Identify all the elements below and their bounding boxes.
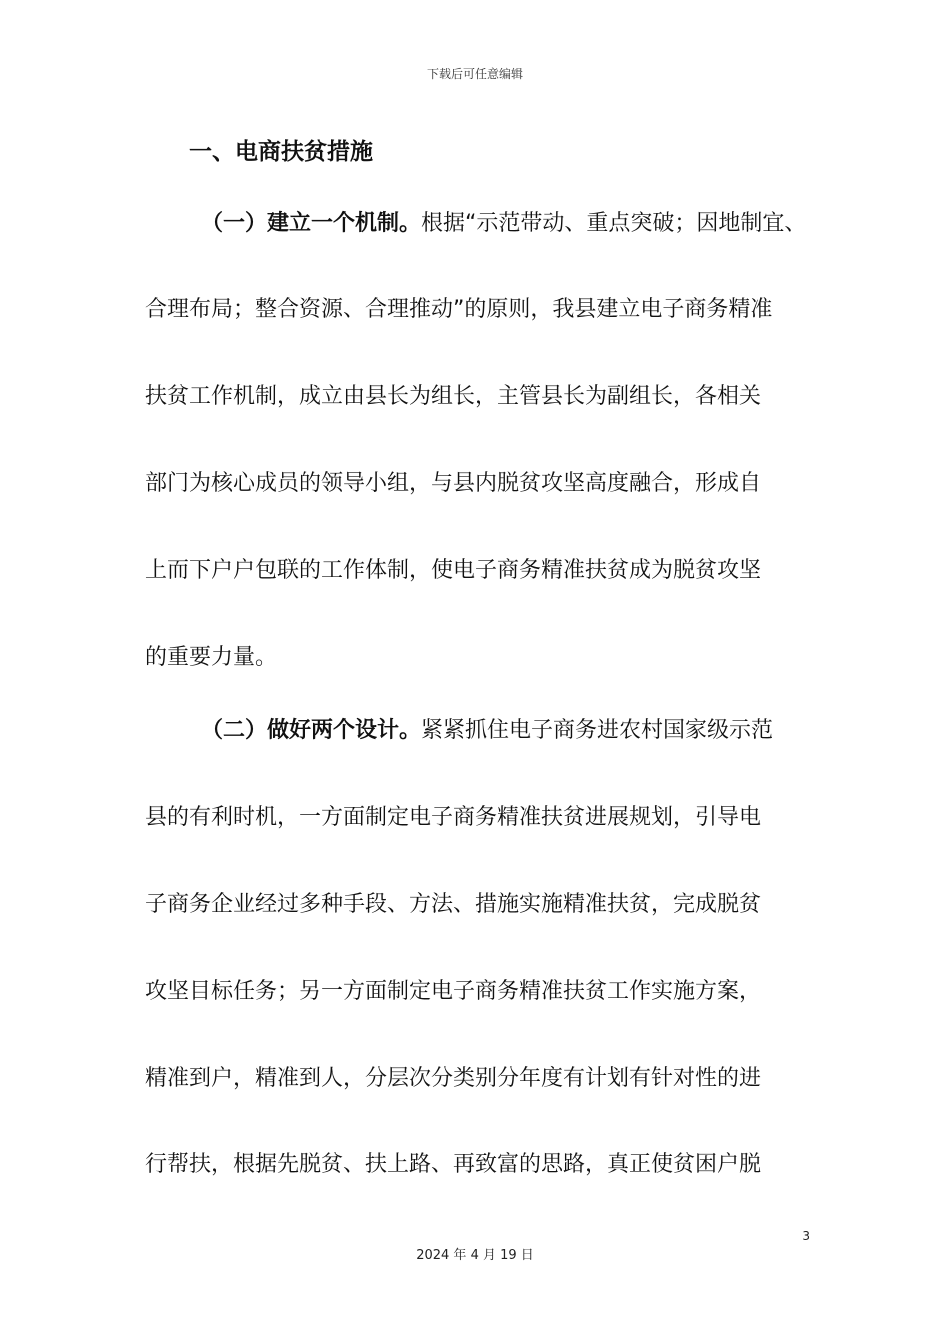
footer-date: 2024 年 4 月 19 日 <box>416 1248 534 1263</box>
paragraph-2-lead: （二）做好两个设计。 <box>201 718 422 743</box>
paragraph-2-line-6: 行帮扶，根据先脱贫、扶上路、再致富的思路，真正使贫困户脱 <box>145 1152 762 1177</box>
paragraph-1-line-3: 扶贫工作机制，成立由县长为组长，主管县长为副组长，各相关 <box>145 384 762 409</box>
paragraph-2-line-1 <box>201 713 773 749</box>
paragraph-1-line-2: 合理布局；整合资源、合理推动”的原则，我县建立电子商务精准 <box>145 297 773 322</box>
page-number: 3 <box>802 1229 810 1243</box>
paragraph-1-text: 根据“示范带动、重点突破；因地制宜、 <box>421 211 807 236</box>
section-heading: 一、电商扶贫措施 <box>189 139 373 165</box>
paragraph-1-line-1 <box>201 206 806 242</box>
paragraph-2-line-2: 县的有利时机，一方面制定电子商务精准扶贫进展规划，引导电 <box>145 805 762 830</box>
paragraph-1-line-5: 上而下户户包联的工作体制，使电子商务精准扶贫成为脱贫攻坚 <box>145 558 762 583</box>
paragraph-1-line-6: 的重要力量。 <box>145 645 278 670</box>
paragraph-1-line-4: 部门为核心成员的领导小组，与县内脱贫攻坚高度融合，形成自 <box>145 471 762 496</box>
paragraph-2-line-3: 子商务企业经过多种手段、方法、措施实施精准扶贫，完成脱贫 <box>145 892 762 917</box>
paragraph-2-line-4: 攻坚目标任务；另一方面制定电子商务精准扶贫工作实施方案， <box>145 979 762 1004</box>
page-header-note: 下载后可任意编辑 <box>426 67 523 81</box>
paragraph-1-lead: （一）建立一个机制。 <box>201 211 422 236</box>
paragraph-2-line-5: 精准到户，精准到人，分层次分类别分年度有计划有针对性的进 <box>145 1066 762 1091</box>
paragraph-2-text: 紧紧抓住电子商务进农村国家级示范 <box>421 718 774 743</box>
